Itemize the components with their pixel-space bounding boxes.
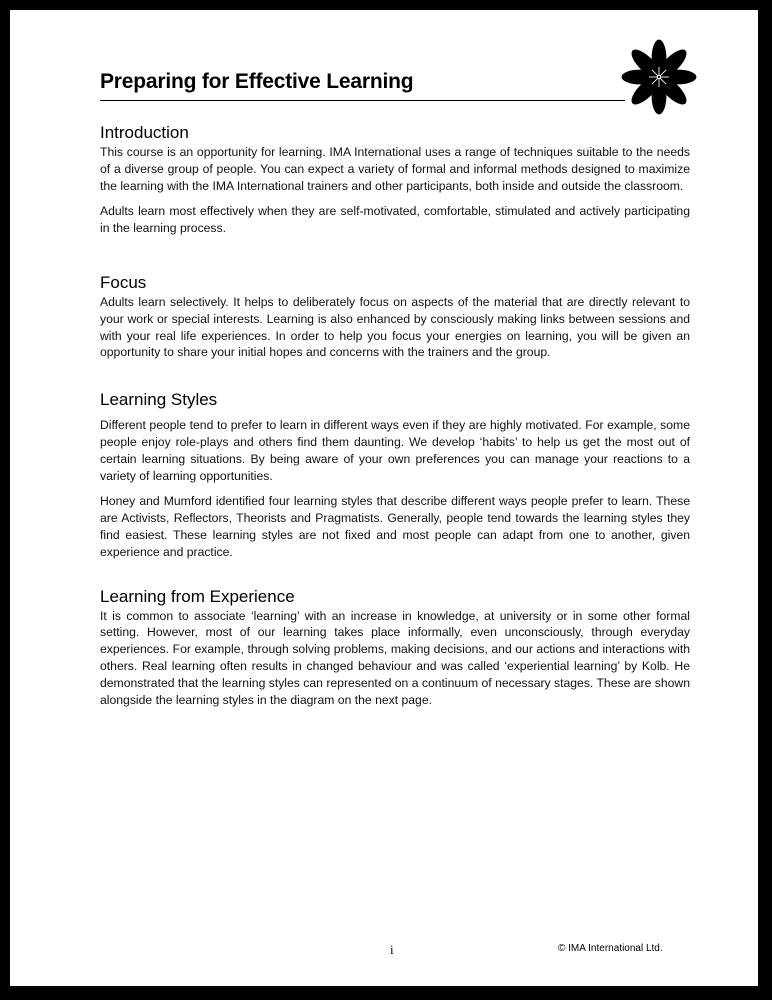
section-focus	[100, 272, 690, 361]
section-introduction	[100, 122, 690, 237]
page-shadow	[758, 10, 762, 990]
paragraph: Different people tend to prefer to learn in different ways even if they are highly motivated. For example, some people enjoy role-plays and others find them daunting. We develop ‘habits’ to help us get the most out of certain learning situations. By being aware of your own preferences you can manage your reactions to a variety of learning opportunities.	[100, 418, 690, 483]
copyright-notice: © IMA International Ltd.	[558, 943, 663, 954]
section-heading: Introduction	[100, 123, 189, 142]
title-underline	[100, 100, 625, 101]
page-title: Preparing for Effective Learning	[100, 70, 414, 93]
section-heading: Learning from Experience	[100, 586, 295, 606]
paragraph: Adults learn selectively. It helps to deliberately focus on aspects of the material that are directly relevant to your work or special interests. Learning is also enhanced by consciously making links between sessions and with your real life experiences. In order to help you focus your energies on learning, you will be given an opportunity to share your initial hopes and concerns with the trainers and the group.	[100, 294, 690, 360]
page-number: i	[390, 942, 394, 957]
paragraph: It is common to associate ‘learning’ with an increase in knowledge, at university or in some other formal setting. However, most of our learning takes place informally, even unconsciously, through everyday experiences. For example, through solving problems, making decisions, and our actions and interactions with others. Real learning often results in changed behaviour and was called ‘experiential learning’ by Kolb. He demonstrated that the learning styles can represented on a continuum of necessary stages. These are shown alongside the learning styles in the diagram on the next page.	[100, 608, 690, 707]
section-heading: Learning Styles	[100, 390, 218, 410]
flower-logo-icon	[620, 38, 698, 116]
section-heading: Focus	[100, 272, 147, 292]
main-content	[100, 114, 690, 708]
paragraph: Adults learn most effectively when they are self-motivated, comfortable, stimulated and actively participating in the learning process.	[100, 204, 690, 236]
section-learning-styles	[100, 389, 690, 560]
section-learning-from-experience	[100, 586, 690, 709]
paragraph: This course is an opportunity for learning. IMA International uses a range of techniques suitable to the needs of a diverse group of people. You can expect a variety of formal and informal methods designed to maximize the learning with the IMA International trainers and other participants, both inside and outside the classroom.	[100, 145, 690, 193]
paragraph: Honey and Mumford identified four learning styles that describe different ways people prefer to learn. These are Activists, Reflectors, Theorists and Pragmatists. Generally, people tend towards the learning styles they find easiest. These learning styles are not fixed and most people can adapt from one to another, given experience and practice.	[100, 494, 690, 559]
document-page	[10, 10, 758, 986]
